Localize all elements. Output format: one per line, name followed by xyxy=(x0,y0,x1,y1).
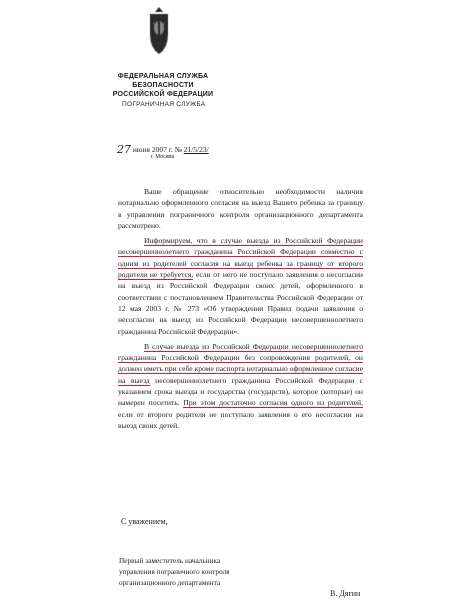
handwritten-day: 27 xyxy=(117,143,131,156)
fsb-emblem-icon xyxy=(144,6,174,56)
outgoing-number: 21/5/23/ xyxy=(183,145,209,154)
number-label: № xyxy=(174,145,182,154)
organization-name xyxy=(108,72,218,99)
underlined-passage: При этом достаточно согласия одного из родителей, xyxy=(183,398,363,408)
underlined-passage: Информируем, что в случае выезда из Российской Федерации несовершеннолетнего гражданина Российской Федерации совместно с одним из родителей согласия на выезд ребенка за границу от второго родителя не требуется, xyxy=(118,236,363,280)
underlined-passage: В случае выезда из Российской Федерации несовершеннолетнего гражданина Российской Федерации без сопровождения родителей, он должен иметь при себе кроме паспорта нотариально оформленное согласие на выезд xyxy=(118,341,363,385)
letter-body xyxy=(118,186,363,435)
org-name-line-2: РОССИЙСКОЙ ФЕДЕРАЦИИ xyxy=(112,91,214,98)
city-label: г. Москва xyxy=(151,154,175,160)
date-month-year: июня 2007 г. xyxy=(132,145,173,154)
body-paragraph-1: Ваше обращение относительно необходимости наличия нотариально оформленного согласия на выезд Вашего ребенка за границу в управлении пограничного контроля организационного департамента рассмотрено. xyxy=(118,187,363,230)
closing-phrase: С уважением, xyxy=(121,517,168,526)
subdivision-name: ПОГРАНИЧНАЯ СЛУЖБА xyxy=(122,101,206,108)
org-name-line-1: ФЕДЕРАЛЬНАЯ СЛУЖБА БЕЗОПАСНОСТИ xyxy=(117,73,209,89)
body-paragraph-2: Информируем, что в случае выезда из Российской Федерации несовершеннолетнего гражданина Российской Федерации совместно с одним из родителей согласия на выезд ребенка за границу от второго родителя не требуется, если от него не поступало заявления о несогласии на выезд из Российской Федерации своих детей, оформленного в соответствии с постановлением Правительства Российской Федерации от 12 мая 2003 г. № 273 «Об утверждении Правил подачи заявления о несогласии на выезд из Российской Федерации несовершеннолетнего гражданина Российской Федерации». xyxy=(118,236,363,336)
body-paragraph-3: В случае выезда из Российской Федерации несовершеннолетнего гражданина Российской Федерации без сопровождения родителей, он должен иметь при себе кроме паспорта нотариально оформленное согласие на выезд несовершеннолетнего гражданина Российской Федерации с указанием срока выезда и государства (государств), которое (которые) он намерен посетить. При этом достаточно согласия одного из родителей, если от второго родителя не поступало заявления о его несогласии на выезд своих детей. xyxy=(118,341,363,430)
signatory-position: Первый заместитель начальника управления пограничного контроля организационного департамента xyxy=(119,556,230,587)
signatory-name: В. Дягин xyxy=(330,589,361,598)
